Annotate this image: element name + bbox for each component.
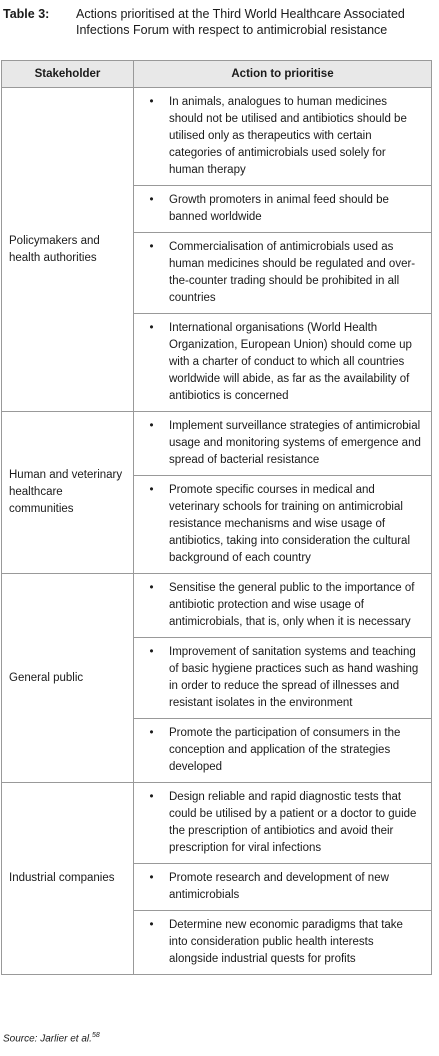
action-cell	[134, 88, 432, 186]
table-row	[2, 412, 432, 476]
action-cell	[134, 476, 432, 574]
table-row	[2, 783, 432, 864]
bullet-icon: •	[149, 872, 154, 884]
action-text: Improvement of sanitation systems and teaching of basic hygiene practices such as hand washing in order to reduce the spread of illnesses and resistant isolates in the environment	[169, 646, 419, 709]
action-cell	[134, 574, 432, 638]
stakeholder-actions-table	[1, 60, 432, 975]
action-text: Implement surveillance strategies of antimicrobial usage and monitoring systems of emergence and spread of bacterial resistance	[169, 420, 421, 466]
action-cell	[134, 864, 432, 911]
table-row	[2, 88, 432, 186]
bullet-icon: •	[149, 322, 154, 334]
bullet-icon: •	[149, 646, 154, 658]
table-label: Table 3:	[3, 7, 50, 21]
action-cell	[134, 314, 432, 412]
table-title: Actions prioritised at the Third World Healthcare Associated Infections Forum with respect to antimicrobial resistance	[76, 7, 405, 37]
stakeholder-cell: General public	[2, 574, 134, 783]
bullet-icon: •	[149, 96, 154, 108]
action-text: International organisations (World Health Organization, European Union) should come up with a charter of conduct to which all countries worldwide will abide, as far as the availability of antibiotics is concerned	[169, 322, 412, 402]
action-cell	[134, 638, 432, 719]
bullet-icon: •	[149, 194, 154, 206]
bullet-icon: •	[149, 484, 154, 496]
bullet-icon: •	[149, 791, 154, 803]
bullet-icon: •	[149, 919, 154, 931]
bullet-icon: •	[149, 582, 154, 594]
action-cell	[134, 186, 432, 233]
table-header-row	[2, 61, 432, 88]
action-text: Promote the participation of consumers in the conception and application of the strategies developed	[169, 727, 401, 773]
header-action: Action to prioritise	[134, 61, 432, 88]
action-cell	[134, 719, 432, 783]
action-text: Design reliable and rapid diagnostic tests that could be utilised by a patient or a doctor to guide the prescription of antibiotics and avoid their prescription for viral infections	[169, 791, 417, 854]
action-text: Promote research and development of new antimicrobials	[169, 872, 389, 901]
action-text: Determine new economic paradigms that take into consideration public health interests alongside industrial quests for profits	[169, 919, 403, 965]
action-text: Promote specific courses in medical and veterinary schools for training on antimicrobial resistance mechanisms and wise usage of antibiotics, taking into consideration the cultural background of each country	[169, 484, 411, 564]
action-cell	[134, 233, 432, 314]
bullet-icon: •	[149, 727, 154, 739]
table-caption	[3, 6, 433, 38]
source-note	[3, 1032, 100, 1044]
stakeholder-cell: Policymakers and health authorities	[2, 88, 134, 412]
bullet-icon: •	[149, 241, 154, 253]
stakeholder-cell: Human and veterinary healthcare communities	[2, 412, 134, 574]
stakeholder-cell: Industrial companies	[2, 783, 134, 975]
table-row	[2, 574, 432, 638]
action-cell	[134, 783, 432, 864]
action-cell	[134, 412, 432, 476]
source-text: Source: Jarlier et al.	[3, 1033, 92, 1045]
source-reference: 58	[91, 1032, 100, 1039]
action-cell	[134, 911, 432, 975]
action-text: Growth promoters in animal feed should be banned worldwide	[169, 194, 389, 223]
action-text: In animals, analogues to human medicines should not be utilised and antibiotics should be utilised only as therapeutics with certain categories of antimicrobials used solely for human therapy	[169, 96, 407, 176]
bullet-icon: •	[149, 420, 154, 432]
action-text: Sensitise the general public to the importance of antibiotic protection and wise usage of antimicrobials, that is, only when it is necessary	[169, 582, 415, 628]
header-stakeholder: Stakeholder	[2, 61, 134, 88]
action-text: Commercialisation of antimicrobials used as human medicines should be regulated and over-the-counter trading should be prohibited in all countries	[169, 241, 416, 304]
